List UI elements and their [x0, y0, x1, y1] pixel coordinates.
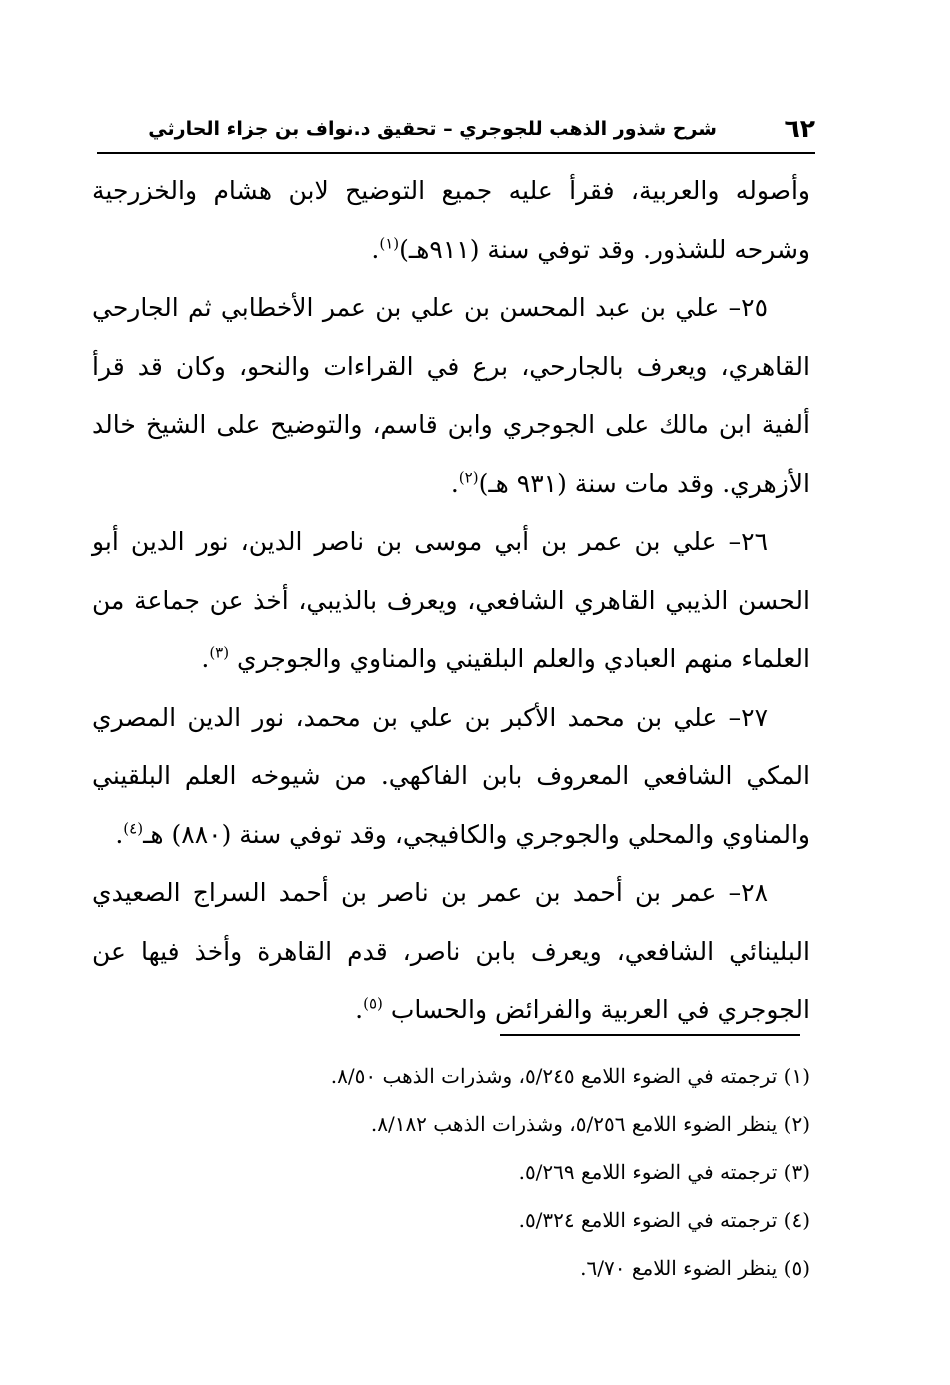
paragraph-end: . [355, 995, 364, 1024]
paragraph-text: ٢٥– علي بن عبد المحسن بن علي بن عمر الأخطابي ثم الجارحي القاهري، ويعرف بالجارحي، برع في القراءات والنحو، وكان قد قرأ ألفية ابن مالك على الجوجري وابن قاسم، والتوضيح على الشيخ خالد الأزهري. وقد مات سنة (٩٣١ هـ) [92, 293, 810, 498]
footnote-divider [500, 1034, 800, 1036]
footnote-ref[interactable]: (٤) [123, 819, 144, 838]
paragraph-text: وأصوله والعربية، فقرأ عليه جميع التوضيح لابن هشام والخزرجية وشرحه للشذور. وقد توفي سنة (٩١١هـ) [92, 176, 810, 264]
footnote-4: (٤) ترجمته في الضوء اللامع ٥/٣٢٤. [518, 1208, 810, 1232]
paragraph-end: . [201, 644, 210, 673]
running-header [97, 112, 815, 154]
paragraph-5 [92, 864, 810, 1040]
paragraph-1 [92, 162, 810, 279]
footnote-ref[interactable]: (١) [379, 234, 400, 253]
paragraph-text: ٢٦– علي بن عمر بن أبي موسى بن ناصر الدين، نور الدين أبو الحسن الذيبي القاهري الشافعي، ويعرف بالذيبي، أخذ عن جماعة من العلماء منهم العبادي والعلم البلقيني والمناوي والجوجري [92, 527, 810, 673]
paragraph-text: ٢٧– علي بن محمد الأكبر بن علي بن محمد، نور الدين المصري المكي الشافعي المعروف بابن الفاكهي. من شيوخه العلم البلقيني والمناوي والمحلي والجوجري والكافيجي، وقد توفي سنة (٨٨٠) هـ [92, 702, 810, 849]
footnotes [200, 1052, 810, 1292]
paragraph-end: . [115, 819, 124, 849]
paragraph-4 [92, 689, 810, 865]
page-number: ٦٢ [784, 114, 815, 143]
running-title: شرح شذور الذهب للجوجري – تحقيق د.نواف بن جزاء الحارثي [148, 118, 717, 140]
footnote-ref[interactable]: (٣) [209, 643, 230, 662]
paragraph-text: ٢٨– عمر بن أحمد بن عمر بن ناصر بن أحمد السراج الصعيدي البلينائي الشافعي، ويعرف بابن ناصر، قدم القاهرة وأخذ فيها عن الجوجري في العربية والفرائض والحساب [92, 878, 810, 1024]
paragraph-end: . [371, 234, 380, 264]
footnote-2: (٢) ينظر الضوء اللامع ٥/٢٥٦، وشذرات الذهب ٨/١٨٢. [370, 1112, 810, 1136]
paragraph-2 [92, 279, 810, 513]
footnote-ref[interactable]: (٥) [363, 994, 383, 1013]
paragraph-3 [92, 513, 810, 689]
paragraph-end: . [450, 468, 459, 498]
footnote-1: (١) ترجمته في الضوء اللامع ٥/٢٤٥، وشذرات الذهب ٨/٥٠. [330, 1064, 810, 1088]
footnote-3: (٣) ترجمته في الضوء اللامع ٥/٢٦٩. [518, 1160, 810, 1184]
main-text [92, 162, 810, 1040]
footnote-ref[interactable]: (٢) [458, 468, 479, 487]
footnote-5: (٥) ينظر الضوء اللامع ٦/٧٠. [580, 1256, 810, 1280]
